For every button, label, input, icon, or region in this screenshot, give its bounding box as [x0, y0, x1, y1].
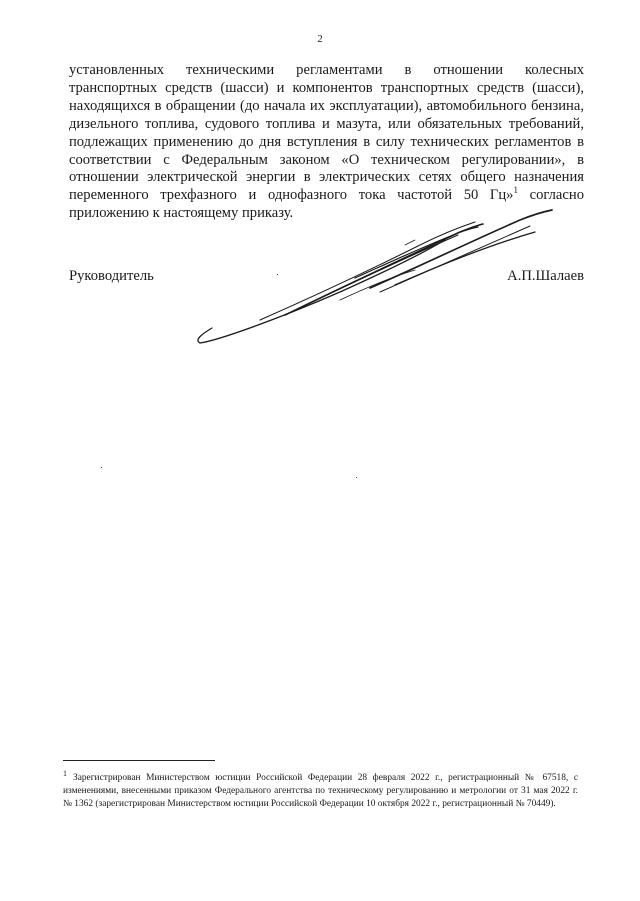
handwritten-signature — [190, 200, 560, 350]
signature-stroke — [198, 240, 445, 343]
page-number: 2 — [317, 33, 323, 45]
scan-speck — [356, 477, 357, 478]
signature-stroke — [405, 240, 415, 245]
scan-speck — [277, 274, 278, 275]
body-paragraph-main: установленных техническими регламентами в отношении колесных транспортных средств (шасси) и компонентов транспортных средств (шасси), находящихся в обращении (до начала их эксплуатации), автомобильного бензина, дизельного топлива, судового топлива и мазута, или обязательных требований, подлежащих применению до дня вступления в силу технических регламентов в соответствии с Федеральным законом «О техническом регулировании», в отношении электрической энергии в электрических сетях общего назначения переменного трехфазного и однофазного тока частотой 50 Гц» — [69, 62, 584, 204]
footnote-mark: 1 — [63, 769, 67, 778]
signer-name: А.П.Шалаев — [507, 268, 584, 284]
scan-speck — [101, 467, 102, 468]
footnote-text: Зарегистрирован Министерством юстиции Российской Федерации 28 февраля 2022 г., регистрационный № 67518, с изменениями, внесенными приказом Федерального агентства по техническому регулированию и метрологии от 31 мая 2022 г. № 1362 (зарегистрирован Министерством юстиции Российской Федерации 10 октября 2022 г., регистрационный № 70449). — [63, 773, 578, 809]
body-paragraph-tail: согласно приложению к настоящему приказу. — [69, 187, 584, 222]
body-paragraph — [69, 62, 584, 223]
footnote — [63, 767, 578, 811]
signature-stroke — [260, 222, 475, 320]
position-title: Руководитель — [69, 268, 154, 284]
footnote-separator — [63, 760, 215, 761]
footnote-reference: 1 — [513, 185, 518, 196]
signature-stroke — [395, 232, 535, 285]
signature-stroke — [300, 235, 458, 308]
